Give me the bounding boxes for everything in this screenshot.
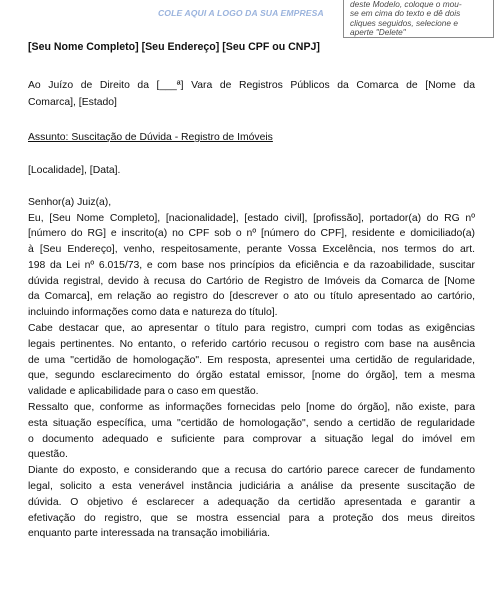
addressee-line: Ao Juízo de Direito da [___ª] Vara de Registros Públicos da Comarca de [Nome da: [28, 80, 475, 91]
instruction-note-line: se em cima do texto e dê dois: [350, 8, 461, 19]
letter-document: [28, 40, 475, 542]
paragraph-line: à [Seu Endereço], venho, respeitosamente, perante Vossa Excelência, nos termos do art.: [28, 244, 475, 256]
paragraph-line: incluindo informações como data e natureza do título].: [28, 307, 278, 319]
body-paragraph: [28, 321, 475, 400]
instruction-note-line: aperte "Delete": [350, 27, 406, 38]
body-paragraph: [28, 400, 475, 463]
paragraph-line: Eu, [Seu Nome Completo], [nacionalidade], [estado civil], [profissão], portador(a) do RG nº: [28, 212, 475, 224]
addressee-line: Comarca], [Estado]: [28, 96, 117, 108]
paragraph-line: questão.: [28, 449, 68, 461]
instruction-note-line: cliques seguidos, selecione e: [350, 17, 458, 28]
paragraph-line: validade e aplicabilidade para o caso em questão.: [28, 386, 259, 398]
paragraph-line: Cabe destacar que, ao apresentar o título para registro, cumpri com todas as exigências: [28, 323, 475, 335]
paragraph-line: de uma "certidão de homologação". Em resposta, apresentei uma certidão de regularidade,: [28, 354, 475, 366]
paragraph-line: 198 da Lei nº 6.015/73, e com base nos princípios da eficiência e da razoabilidade, suscitar: [28, 259, 475, 271]
page-header: [0, 0, 500, 38]
salutation: Senhor(a) Juiz(a),: [28, 197, 112, 208]
body-paragraph: [28, 463, 475, 542]
paragraph-line: Ressalto que, conforme as informações fornecidas pelo [nome do órgão], não existe, para: [28, 402, 475, 414]
paragraph-line: esta situação específica, uma "certidão de homologação", sendo a certidão de regularidade: [28, 417, 475, 429]
instruction-note-line: deste Modelo, coloque o mou-: [350, 0, 462, 9]
place-date: [Localidade], [Data].: [28, 165, 121, 176]
paragraph-line: dúvida registral, devido à recusa do Cartório de Registro de Imóveis da Comarca de [Nome: [28, 275, 475, 287]
subject-line: Assunto: Suscitação de Dúvida - Registro de Imóveis: [28, 132, 273, 143]
logo-placeholder[interactable]: COLE AQUI A LOGO DA SUA EMPRESA: [158, 8, 324, 18]
paragraph-line: dúvida. O objetivo é esclarecer a adequação da certidão apresentada e garantir a: [28, 496, 475, 508]
paragraph-line: efetivação do registro, que se mostra essencial para a proteção dos meus direitos: [28, 512, 475, 524]
sender-line: [Seu Nome Completo] [Seu Endereço] [Seu CPF ou CNPJ]: [28, 41, 320, 53]
addressee-block: [28, 78, 475, 111]
paragraph-line: legais pertinentes. No entanto, o referido cartório recusou o registro com base na ausência: [28, 338, 475, 350]
paragraph-line: Diante do exposto, e considerando que a recusa do cartório parece carecer de fundamento: [28, 465, 475, 477]
paragraph-line: da Comarca], em relação ao registro do [descrever o ato ou título apresentado ao cartório,: [28, 291, 475, 303]
instruction-note: [343, 0, 494, 38]
body-paragraph: [28, 211, 475, 322]
paragraph-line: que, segundo esclarecimento do órgão estatal emissor, [nome do órgão], tem a mesma: [28, 370, 475, 382]
paragraph-line: [número do RG] e inscrito(a) no CPF sob o nº [número do CPF], residente e domiciliado(a): [28, 228, 475, 240]
letter-body: [28, 211, 475, 543]
paragraph-line: legal, solicito a esta venerável instância judiciária a análise da presente suscitação de: [28, 481, 475, 493]
paragraph-line: enquanto parte interessada na transação imobiliária.: [28, 528, 271, 540]
paragraph-line: o documento adequado e suficiente para comprovar a situação legal do imóvel em: [28, 433, 475, 445]
